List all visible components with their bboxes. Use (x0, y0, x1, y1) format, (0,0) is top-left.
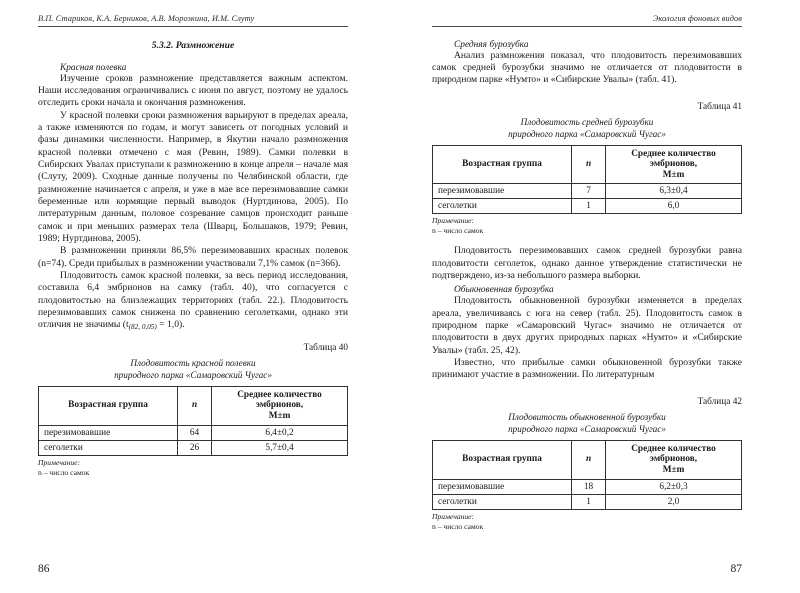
right-paragraph-2: Плодовитость перезимовавших самок средней бурозубки равна плодовитости сеголеток, однако данное утверждение статистически не подтверждено, из-за небольшого размера выборки. (432, 245, 742, 281)
table-42-note-label: Примечание: (432, 511, 475, 521)
table-row (433, 199, 742, 214)
table-42-row-1-value: 2,0 (606, 494, 742, 509)
table-40-header-mean-embryos-line-1: Среднее количество эмбрионов, (237, 389, 322, 411)
table-41-caption-line-2: природного парка «Самаровский Чугас» (508, 128, 666, 139)
right-paragraph-4: Известно, что прибылые самки обыкновенной бурозубки также принимают участие в размножении. По литературным (432, 357, 742, 381)
table-42 (432, 440, 742, 510)
table-42-header-mean-embryos (606, 440, 742, 479)
table-40-row-0-group: перезимовавшие (39, 425, 178, 440)
table-41-header-mean-embryos (606, 145, 742, 184)
paragraph-1: Изучение сроков размножение представляется важным аспектом. Наши исследования ограничивались с июня по август, поэтому не удалось отследить сроки начала и окончания размножения. (38, 72, 348, 109)
table-42-note-text: n – число самок (432, 521, 484, 531)
table-42-caption (432, 411, 742, 435)
table-40-caption-line-1: Плодовитость красной полевки (130, 357, 256, 368)
table-42-header-n: n (572, 440, 606, 479)
table-row (39, 425, 348, 440)
subsection-heading-krasnaya-polevka: Красная полевка (60, 62, 127, 73)
left-running-head: В.П. Стариков, К.А. Берников, А.В. Морозкина, И.М. Слуту (38, 14, 348, 27)
table-41-caption-line-1: Плодовитость средней бурозубки (520, 116, 654, 127)
spacer-before-table-42 (432, 382, 742, 397)
table-42-row-1-group: сеголетки (433, 494, 572, 509)
table-41-header-age-group: Возрастная группа (433, 145, 572, 184)
table-row (433, 494, 742, 509)
right-running-head: Экология фоновых видов (432, 14, 742, 27)
table-42-number: Таблица 42 (697, 396, 742, 407)
right-page (400, 0, 800, 593)
table-42-row-0-group: перезимовавшие (433, 479, 572, 494)
table-40-caption (38, 357, 348, 381)
table-40-row-1-group: сеголетки (39, 440, 178, 455)
table-40-header-mean-embryos (212, 386, 348, 425)
table-40 (38, 386, 348, 456)
table-40-caption-line-2: природного парка «Самаровский Чугас» (114, 369, 272, 380)
table-41-row-0-n: 7 (572, 184, 606, 199)
table-40-note (38, 458, 348, 478)
table-41-note-text: n – число самок (432, 226, 484, 236)
table-41-row-0-value: 6,3±0,4 (606, 184, 742, 199)
table-40-note-text: n – число самок (38, 467, 90, 477)
subsection-heading-srednyaya-burozubka: Средняя бурозубка (454, 39, 529, 50)
right-page-number: 87 (730, 563, 742, 575)
table-42-caption-line-2: природного парка «Самаровский Чугас» (508, 423, 666, 434)
subsection-heading-obyknovennaya-burozubka: Обыкновенная бурозубка (454, 285, 554, 296)
paragraph-2: У красной полевки сроки размножения варьируют в пределах ареала, а также изменяются по годам, и могут зависеть от погодных условий и фазы динамики численности. Например, в Якутии начало размножения красной полевки отмечено с мая (Ревин, 1989). Самки полевки в Сибирских Увалах приступали к размножению в конце апреля – начале мая (Слуту, 2009). Сходные данные получены по Челябинской области, где размножение начинается с апреля, и уже в мае все перезимовавшие самки беременные или кормящие первый выводок (Нуртдинова, 2005). По литературным данным, половое созревание самцов происходит раньше самок и при меньших размерах тела (Шварц, Большаков, 1979; Ревин, 1989; Нуртдинова, 2005). (38, 109, 348, 244)
left-page-number: 86 (38, 563, 50, 575)
table-40-header-mean-embryos-line-2: M±m (268, 410, 291, 421)
table-41-caption (432, 116, 742, 140)
table-40-header-age-group: Возрастная группа (39, 386, 178, 425)
right-paragraph-3: Плодовитость обыкновенной бурозубки изменяется в пределах ареала, увеличиваясь с юга на север (табл. 25). Плодовитость самок в природном парке «Самаровский Чугас» значимо не отличается от плодовитости в двух других природных парках «Нумто» и «Сибирские Увалы» (табл. 25, 42). (432, 295, 742, 356)
table-41-header-n: n (572, 145, 606, 184)
table-42-header-age-group: Возрастная группа (433, 440, 572, 479)
table-42-header-mean-embryos-line-2: M±m (662, 464, 685, 475)
table-40-row-1-value: 5,7±0,4 (212, 440, 348, 455)
table-41-row-0-group: перезимовавшие (433, 184, 572, 199)
table-41-note-label: Примечание: (432, 216, 475, 226)
table-row (433, 184, 742, 199)
table-41-note (432, 216, 742, 236)
table-40-header-n: n (178, 386, 212, 425)
table-40-row-0-value: 6,4±0,2 (212, 425, 348, 440)
table-42-row-0-value: 6,2±0,3 (606, 479, 742, 494)
table-42-note (432, 512, 742, 532)
table-42-row-1-n: 1 (572, 494, 606, 509)
table-41-number: Таблица 41 (697, 101, 742, 112)
table-row (39, 440, 348, 455)
table-40-note-label: Примечание: (38, 457, 81, 467)
table-41-row-1-value: 6,0 (606, 199, 742, 214)
table-40-number: Таблица 40 (303, 342, 348, 353)
table-42-header-mean-embryos-line-1: Среднее количество эмбрионов, (631, 443, 716, 465)
table-40-row-1-n: 26 (178, 440, 212, 455)
paragraph-3: В размножении приняли 86,5% перезимовавших красных полевок (n=74). Среди прибылых в размножении участвовали 7,1% самок (n=366). (38, 245, 348, 269)
paragraph-4-text-after-subscript: = 1,0). (156, 319, 185, 331)
table-41 (432, 145, 742, 215)
table-41-row-1-group: сеголетки (433, 199, 572, 214)
paragraph-4-text-before-subscript: Плодовитость самок красной полевки, за весь период исследования, составила 6,4 эмбрионов на самку (табл. 40), что согласуется с плодовитостью на близлежащих территориях (табл. 22.). Плодовитость перезимовавших самок снижена по сравнению сеголетками, однако эти отличия не значимы (t (38, 270, 348, 331)
table-42-header-row (433, 440, 742, 479)
table-41-header-mean-embryos-line-1: Среднее количество эмбрионов, (631, 148, 716, 170)
paragraph-4 (38, 270, 348, 334)
t-statistic-subscript: (82, 0,05) (128, 323, 157, 332)
table-42-row-0-n: 18 (572, 479, 606, 494)
spacer-before-table-41 (432, 87, 742, 102)
table-40-row-0-n: 64 (178, 425, 212, 440)
section-heading: 5.3.2. Размножение (151, 39, 235, 51)
table-41-header-mean-embryos-line-2: M±m (662, 169, 685, 180)
table-40-header-row (39, 386, 348, 425)
table-41-row-1-n: 1 (572, 199, 606, 214)
table-42-caption-line-1: Плодовитость обыкновенной бурозубки (508, 411, 666, 422)
right-paragraph-1: Анализ размножения показал, что плодовитость перезимовавших самок средней бурозубки значимо не отличается от плодовитости в природном парке «Нумто» и «Сибирские Увалы» (табл. 41). (432, 49, 742, 86)
table-41-header-row (433, 145, 742, 184)
spacer-after-table-41 (432, 236, 742, 245)
table-row (433, 479, 742, 494)
spacer-before-table-40 (38, 334, 348, 343)
